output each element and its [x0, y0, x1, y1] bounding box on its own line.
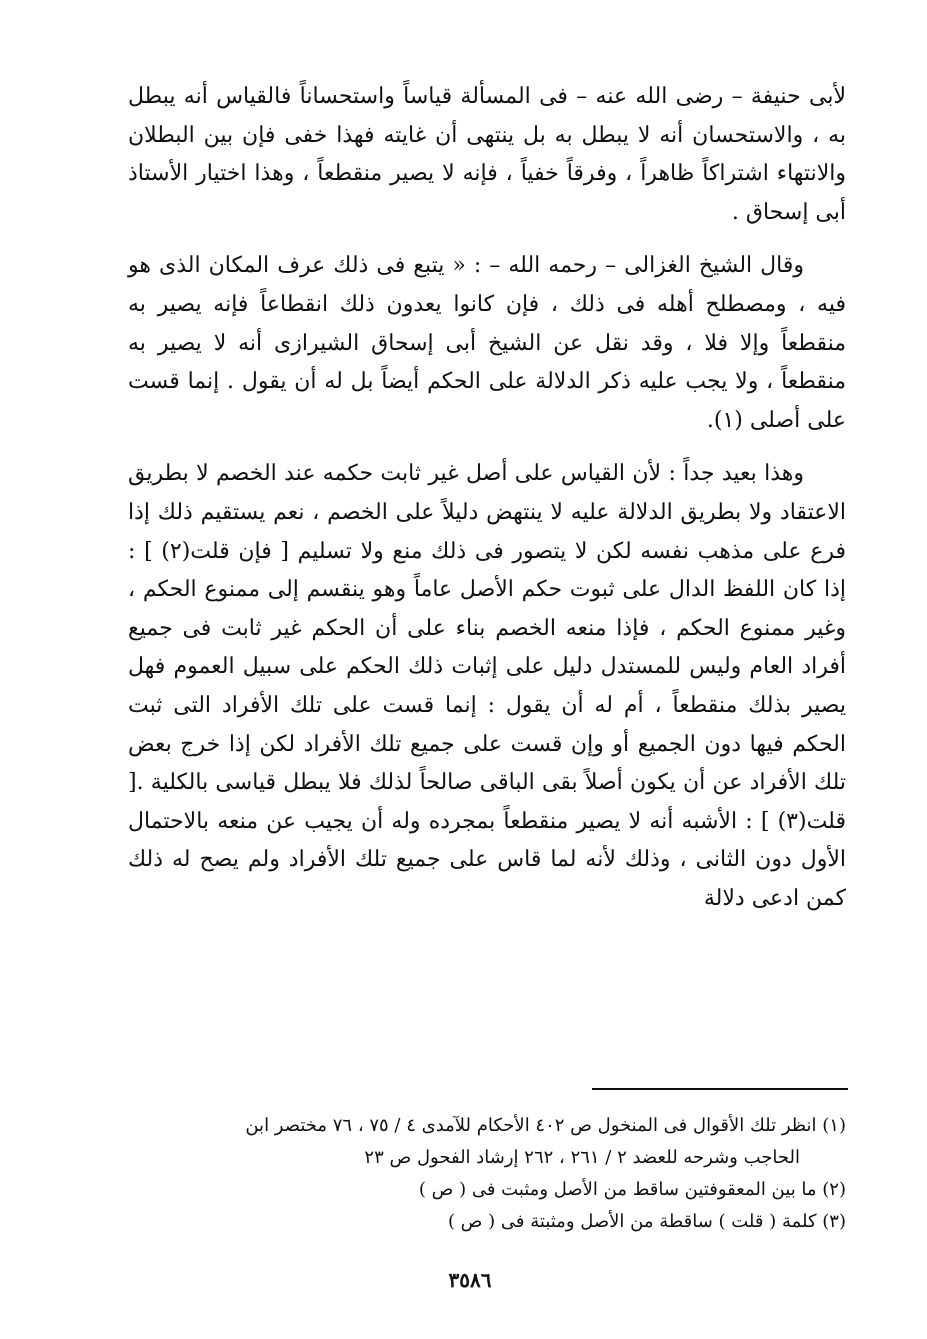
paragraph-1: لأبى حنيفة – رضى الله عنه – فى المسألة قياساً واستحساناً فالقياس أنه يبطل به ، والاستحسان أنه لا يبطل به بل ينتهى أن غايته فهذا خفى فإن بين البطلان والانتهاء اشتراكاً ظاهراً ، وفرقاً خفياً ، فإنه لا يصير منقطعاً ، وهذا اختيار الأستاذ أبى إسحاق .	[128, 84, 846, 225]
footnotes	[128, 1110, 846, 1238]
main-text	[128, 78, 846, 933]
footnote-1: (١) انظر تلك الأقوال فى المنخول ص ٤٠٢ الأحكام للآمدى ٤ / ٧٥ ، ٧٦ مختصر ابن	[245, 1115, 846, 1136]
paragraph-2: وقال الشيخ الغزالى – رحمه الله – : « يتبع فى ذلك عرف المكان الذى هو فيه ، ومصطلح أهله فى ذلك ، فإن كانوا يعدون ذلك انقطاعاً فإنه يصير به منقطعاً وإلا فلا ، وقد نقل عن الشيخ أبى إسحاق الشيرازى أنه لا يصير به منقطعاً ، ولا يجب عليه ذكر الدلالة على الحكم أيضاً بل له أن يقول . إنما قست على أصلى (١).	[128, 253, 846, 433]
footnote-2: (٢) ما بين المعقوفتين ساقط من الأصل ومثبت فى ( ص )	[418, 1179, 846, 1200]
footnote-separator	[592, 1088, 848, 1090]
page-number: ٣٥٨٦	[448, 1268, 492, 1292]
footnote-3: (٣) كلمة ( قلت ) ساقطة من الأصل ومثبتة فى ( ص )	[447, 1211, 846, 1232]
paragraph-3: وهذا بعيد جداً : لأن القياس على أصل غير ثابت حكمه عند الخصم لا بطريق الاعتقاد ولا بطريق الدلالة عليه لا ينتهض دليلاً على الخصم ، نعم يستقيم ذلك إذا فرع على مذهب نفسه لكن لا يتصور فى ذلك منع ولا تسليم [ فإن قلت(٢) ] : إذا كان اللفظ الدال على ثبوت حكم الأصل عاماً وهو ينقسم إلى ممنوع الحكم ، وغير ممنوع الحكم ، فإذا منعه الخصم بناء على أن الحكم غير ثابت فى جميع أفراد العام وليس للمستدل دليل على إثبات ذلك الحكم على سبيل العموم فهل يصير بذلك منقطعاً ، أم له أن يقول : إنما قست على تلك الأفراد التى ثبت الحكم فيها دون الجميع أو وإن قست على جميع تلك الأفراد لكن إذا خرج بعض تلك الأفراد عن أن يكون أصلاً بقى الباقى صالحاً لذلك فلا يبطل قياسى بالكلية .[ قلت(٣) ] : الأشبه أنه لا يصير منقطعاً بمجرده وله أن يجيب عن منعه بالاحتمال الأول دون الثانى ، وذلك لأنه لما قاس على جميع تلك الأفراد ولم يصح له ذلك كمن ادعى دلالة	[128, 461, 846, 911]
footnote-1-continuation: الحاجب وشرحه للعضد ٢ / ٢٦١ ، ٢٦٢ إرشاد الفحول ص ٢٣	[364, 1147, 800, 1168]
